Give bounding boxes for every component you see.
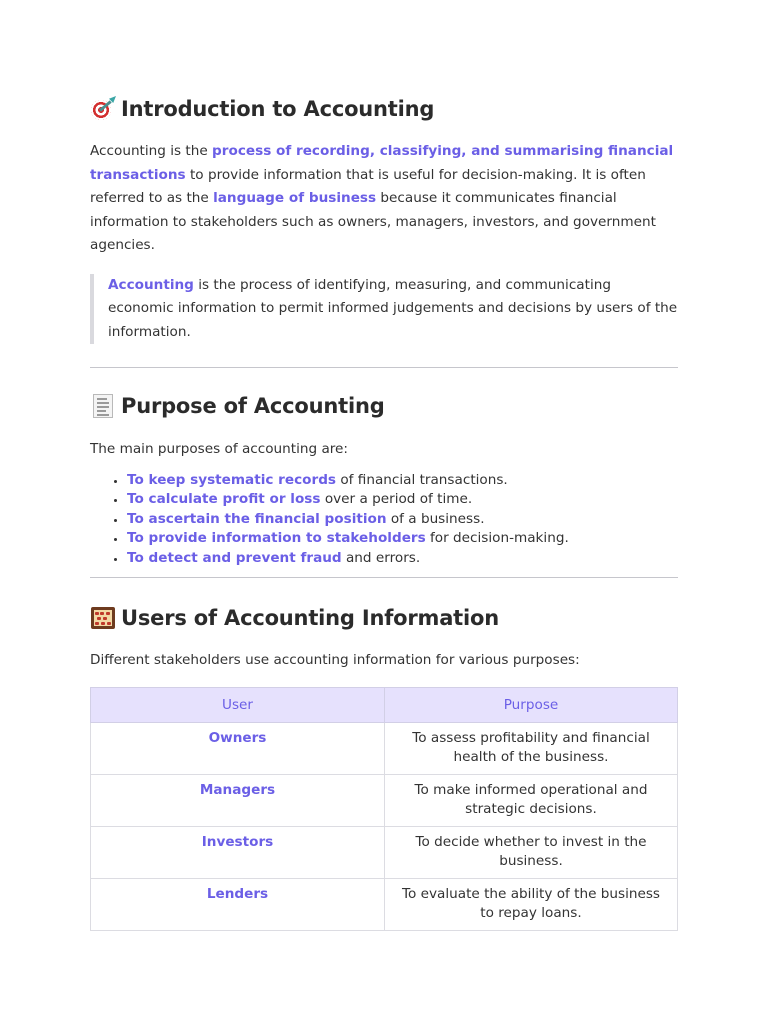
purpose-cell: To assess profitability and financial health of the business. xyxy=(385,722,678,774)
intro-paragraph: Accounting is the process of recording, classifying, and summarising financial transactions to provide information that is useful for decision-making. It is often referred to as the language of business because it communicates financial information to stakeholders such as owners, managers, investors, and government agencies. xyxy=(90,143,674,253)
table-header-row xyxy=(91,687,678,722)
table-row xyxy=(91,774,678,826)
purpose-cell: To evaluate the ability of the business to repay loans. xyxy=(385,878,678,930)
purpose-cell: To make informed operational and strategic decisions. xyxy=(385,774,678,826)
column-header-purpose: Purpose xyxy=(385,687,678,722)
divider xyxy=(90,367,678,368)
divider xyxy=(90,577,678,578)
column-header-user: User xyxy=(91,687,385,722)
highlight-accounting: Accounting xyxy=(108,276,194,293)
definition-blockquote: Accounting is the process of identifying, measuring, and communicating economic information to permit informed judgements and decisions by users of the information. xyxy=(90,274,678,345)
target-icon xyxy=(90,96,116,122)
table-row xyxy=(91,826,678,878)
purpose-intro: The main purposes of accounting are: xyxy=(90,441,349,457)
user-cell: Managers xyxy=(91,774,385,826)
purpose-list xyxy=(90,471,678,569)
purpose-cell: To decide whether to invest in the business. xyxy=(385,826,678,878)
user-cell: Lenders xyxy=(91,878,385,930)
user-cell: Investors xyxy=(91,826,385,878)
list-item: • To ascertain the financial position of a business. xyxy=(127,510,678,530)
receipt-icon xyxy=(90,393,116,419)
list-item: • To detect and prevent fraud and errors. xyxy=(127,549,678,569)
users-table xyxy=(90,687,678,931)
section-title-introduction: Introduction to Accounting xyxy=(90,92,678,126)
abacus-icon xyxy=(90,605,116,631)
user-cell: Owners xyxy=(91,722,385,774)
table-row xyxy=(91,878,678,930)
document-content xyxy=(90,92,678,931)
section-title-users: Users of Accounting Information xyxy=(90,601,678,635)
section-title-purpose: Purpose of Accounting xyxy=(90,389,678,423)
users-intro: Different stakeholders use accounting information for various purposes: xyxy=(90,652,580,668)
highlight-language-of-business: language of business xyxy=(213,190,377,206)
list-item: • To keep systematic records of financial transactions. xyxy=(127,471,678,491)
list-item: • To calculate profit or loss over a period of time. xyxy=(127,490,678,510)
highlight-process: process of recording, classifying, and summarising financial transactions xyxy=(90,143,674,183)
list-item: • To provide information to stakeholders for decision-making. xyxy=(127,529,678,549)
table-row xyxy=(91,722,678,774)
